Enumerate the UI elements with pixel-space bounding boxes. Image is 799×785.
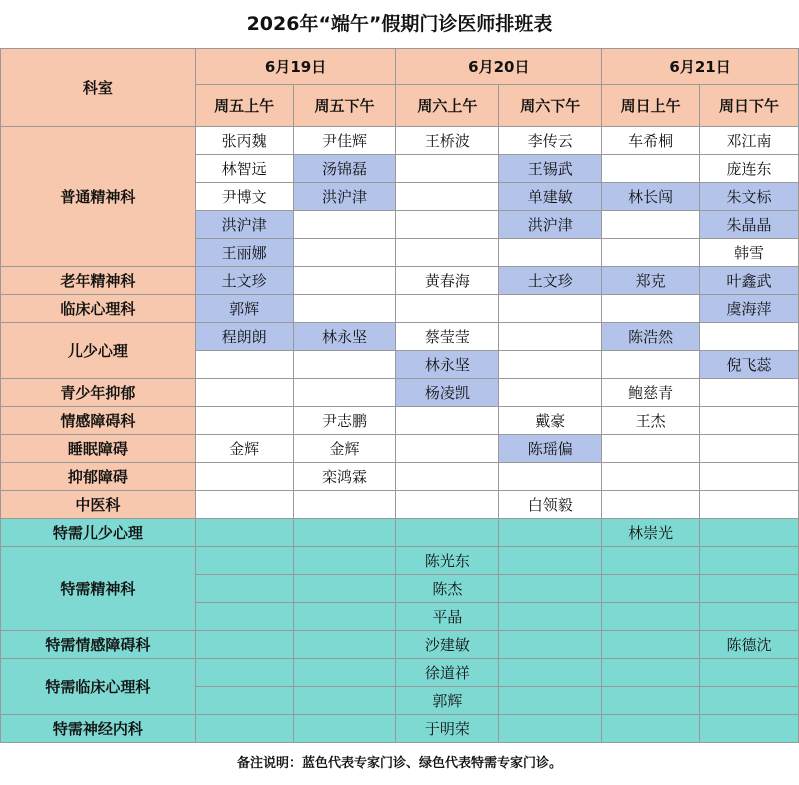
dept-name: 抑郁障碍: [1, 463, 196, 491]
special-doctor-cell: [700, 575, 799, 603]
doctor-cell: [499, 379, 602, 407]
expert-doctor-cell: 叶鑫武: [700, 267, 799, 295]
dept-name: 青少年抑郁: [1, 379, 196, 407]
doctor-cell: 车希桐: [602, 127, 700, 155]
doctor-cell: [602, 435, 700, 463]
special-doctor-cell: [602, 687, 700, 715]
expert-doctor-cell: 洪沪津: [293, 183, 396, 211]
expert-doctor-cell: 洪沪津: [499, 211, 602, 239]
dept-name: 中医科: [1, 491, 196, 519]
doctor-cell: [293, 239, 396, 267]
doctor-cell: [602, 155, 700, 183]
doctor-cell: [602, 463, 700, 491]
special-doctor-cell: [293, 547, 396, 575]
expert-doctor-cell: 郭辉: [195, 295, 293, 323]
special-doctor-cell: [293, 575, 396, 603]
expert-doctor-cell: 陈浩然: [602, 323, 700, 351]
doctor-cell: 白领毅: [499, 491, 602, 519]
special-doctor-cell: [195, 603, 293, 631]
special-doctor-cell: [195, 631, 293, 659]
special-doctor-cell: [700, 603, 799, 631]
special-doctor-cell: [499, 547, 602, 575]
doctor-cell: [499, 351, 602, 379]
doctor-cell: 鲍慈青: [602, 379, 700, 407]
date-header: 6月19日: [195, 49, 396, 85]
dept-name: 老年精神科: [1, 267, 196, 295]
doctor-cell: [602, 211, 700, 239]
doctor-cell: [293, 379, 396, 407]
special-doctor-cell: [293, 687, 396, 715]
doctor-cell: [700, 379, 799, 407]
doctor-cell: [396, 183, 499, 211]
expert-doctor-cell: 程朗朗: [195, 323, 293, 351]
special-doctor-cell: [293, 631, 396, 659]
expert-doctor-cell: 林永坚: [396, 351, 499, 379]
footer-note: 备注说明：蓝色代表专家门诊、绿色代表特需专家门诊。: [236, 756, 562, 771]
doctor-cell: [499, 239, 602, 267]
doctor-cell: [293, 267, 396, 295]
doctor-cell: [602, 295, 700, 323]
special-doctor-cell: [195, 715, 293, 743]
doctor-cell: [700, 491, 799, 519]
doctor-cell: 金辉: [293, 435, 396, 463]
special-doctor-cell: 陈杰: [396, 575, 499, 603]
special-doctor-cell: 沙建敏: [396, 631, 499, 659]
special-doctor-cell: [293, 519, 396, 547]
expert-doctor-cell: 杨凌凯: [396, 379, 499, 407]
special-doctor-cell: [293, 603, 396, 631]
special-doctor-cell: [499, 715, 602, 743]
doctor-cell: [293, 351, 396, 379]
special-doctor-cell: [602, 715, 700, 743]
special-doctor-cell: [602, 603, 700, 631]
doctor-cell: 王桥波: [396, 127, 499, 155]
doctor-cell: 栾鸿霖: [293, 463, 396, 491]
special-doctor-cell: [499, 519, 602, 547]
slot-header: 周五上午: [195, 85, 293, 127]
special-doctor-cell: [293, 659, 396, 687]
special-doctor-cell: 林崇光: [602, 519, 700, 547]
slot-header: 周五下午: [293, 85, 396, 127]
doctor-cell: 李传云: [499, 127, 602, 155]
doctor-cell: 蔡莹莹: [396, 323, 499, 351]
doctor-cell: 林智远: [195, 155, 293, 183]
special-doctor-cell: [602, 631, 700, 659]
special-doctor-cell: 郭辉: [396, 687, 499, 715]
dept-name: 情感障碍科: [1, 407, 196, 435]
expert-doctor-cell: 朱晶晶: [700, 211, 799, 239]
special-doctor-cell: [602, 547, 700, 575]
expert-doctor-cell: 土文珍: [499, 267, 602, 295]
expert-doctor-cell: 王丽娜: [195, 239, 293, 267]
special-doctor-cell: [700, 547, 799, 575]
slot-header: 周日下午: [700, 85, 799, 127]
slot-header: 周六上午: [396, 85, 499, 127]
doctor-cell: 邓江南: [700, 127, 799, 155]
dept-name: 临床心理科: [1, 295, 196, 323]
doctor-cell: [396, 463, 499, 491]
special-doctor-cell: [396, 519, 499, 547]
dept-name: 儿少心理: [1, 323, 196, 379]
doctor-cell: [499, 463, 602, 491]
doctor-cell: [195, 407, 293, 435]
doctor-cell: [602, 491, 700, 519]
special-doctor-cell: [700, 715, 799, 743]
doctor-cell: 王杰: [602, 407, 700, 435]
expert-doctor-cell: 土文珍: [195, 267, 293, 295]
expert-doctor-cell: 林长闯: [602, 183, 700, 211]
special-doctor-cell: [499, 603, 602, 631]
doctor-cell: [396, 239, 499, 267]
schedule-table: [0, 48, 799, 743]
doctor-cell: [499, 295, 602, 323]
dept-name: 普通精神科: [1, 127, 196, 267]
doctor-cell: [195, 463, 293, 491]
special-doctor-cell: [195, 519, 293, 547]
doctor-cell: 庞连东: [700, 155, 799, 183]
special-doctor-cell: 陈光东: [396, 547, 499, 575]
dept-name: 特需精神科: [1, 547, 196, 631]
date-header: 6月20日: [396, 49, 602, 85]
doctor-cell: [396, 155, 499, 183]
doctor-cell: 张丙魏: [195, 127, 293, 155]
doctor-cell: 黄春海: [396, 267, 499, 295]
schedule-title: 2026年“端午”假期门诊医师排班表: [246, 13, 553, 35]
doctor-cell: [396, 491, 499, 519]
doctor-cell: [396, 407, 499, 435]
special-doctor-cell: [602, 659, 700, 687]
dept-name: 特需神经内科: [1, 715, 196, 743]
expert-doctor-cell: 洪沪津: [195, 211, 293, 239]
expert-doctor-cell: 倪飞蕊: [700, 351, 799, 379]
expert-doctor-cell: 虞海萍: [700, 295, 799, 323]
dept-name: 睡眠障碍: [1, 435, 196, 463]
doctor-cell: 尹博文: [195, 183, 293, 211]
doctor-cell: [602, 351, 700, 379]
special-doctor-cell: [293, 715, 396, 743]
special-doctor-cell: [195, 547, 293, 575]
expert-doctor-cell: 王锡武: [499, 155, 602, 183]
doctor-cell: 尹志鹏: [293, 407, 396, 435]
special-doctor-cell: 陈德沈: [700, 631, 799, 659]
doctor-cell: [293, 491, 396, 519]
doctor-cell: [396, 211, 499, 239]
expert-doctor-cell: 汤锦磊: [293, 155, 396, 183]
doctor-cell: 金辉: [195, 435, 293, 463]
special-doctor-cell: [700, 659, 799, 687]
doctor-cell: [602, 239, 700, 267]
expert-doctor-cell: 朱文标: [700, 183, 799, 211]
doctor-cell: [499, 323, 602, 351]
slot-header: 周日上午: [602, 85, 700, 127]
doctor-cell: 戴豪: [499, 407, 602, 435]
doctor-cell: [293, 295, 396, 323]
special-doctor-cell: [499, 575, 602, 603]
dept-header: 科室: [1, 49, 196, 127]
date-header: 6月21日: [602, 49, 799, 85]
doctor-cell: [293, 211, 396, 239]
special-doctor-cell: 于明荣: [396, 715, 499, 743]
dept-name: 特需情感障碍科: [1, 631, 196, 659]
doctor-cell: [700, 463, 799, 491]
special-doctor-cell: [700, 519, 799, 547]
dept-name: 特需儿少心理: [1, 519, 196, 547]
doctor-cell: [396, 435, 499, 463]
slot-header: 周六下午: [499, 85, 602, 127]
doctor-cell: 韩雪: [700, 239, 799, 267]
doctor-cell: 尹佳辉: [293, 127, 396, 155]
special-doctor-cell: [499, 659, 602, 687]
special-doctor-cell: 徐道祥: [396, 659, 499, 687]
special-doctor-cell: [195, 687, 293, 715]
doctor-cell: [700, 323, 799, 351]
doctor-cell: [195, 351, 293, 379]
special-doctor-cell: [499, 631, 602, 659]
special-doctor-cell: [499, 687, 602, 715]
expert-doctor-cell: 林永坚: [293, 323, 396, 351]
doctor-cell: [700, 435, 799, 463]
doctor-cell: [195, 379, 293, 407]
special-doctor-cell: [700, 687, 799, 715]
special-doctor-cell: [195, 575, 293, 603]
special-doctor-cell: [602, 575, 700, 603]
doctor-cell: [396, 295, 499, 323]
doctor-cell: [195, 491, 293, 519]
expert-doctor-cell: 陈瑶偏: [499, 435, 602, 463]
doctor-cell: [700, 407, 799, 435]
special-doctor-cell: 平晶: [396, 603, 499, 631]
expert-doctor-cell: 单建敏: [499, 183, 602, 211]
dept-name: 特需临床心理科: [1, 659, 196, 715]
expert-doctor-cell: 郑克: [602, 267, 700, 295]
special-doctor-cell: [195, 659, 293, 687]
